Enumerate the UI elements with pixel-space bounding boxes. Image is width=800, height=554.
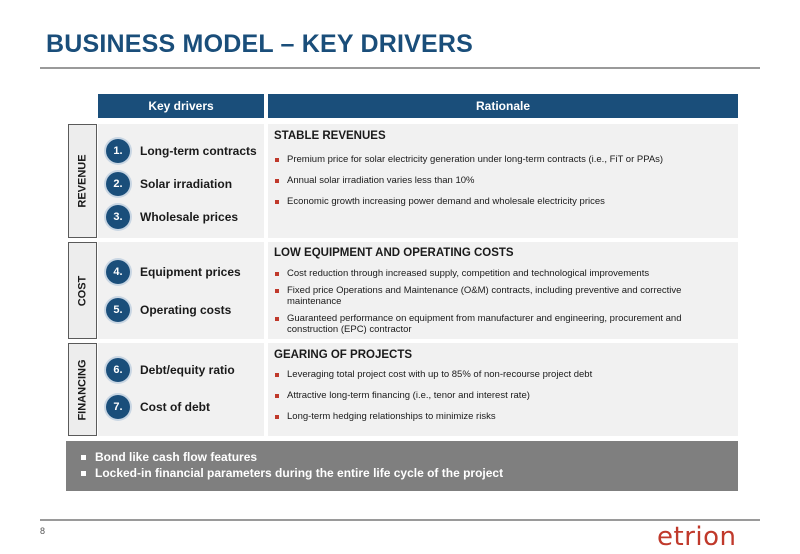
driver-label: Wholesale prices: [140, 210, 239, 224]
list-item: Attractive long-term financing (i.e., tenor and interest rate): [274, 390, 729, 401]
rationale-heading: GEARING OF PROJECTS: [274, 349, 413, 361]
summary-box: [66, 441, 738, 491]
driver-number: 2.: [106, 172, 130, 196]
rationale-heading: LOW EQUIPMENT AND OPERATING COSTS: [274, 247, 514, 259]
list-item: Premium price for solar electricity generation under long-term contracts (i.e., FiT or PPAs): [274, 154, 729, 165]
header-key-drivers: Key drivers: [98, 94, 264, 118]
list-item: Fixed price Operations and Maintenance (O&M) contracts, including preventive and corrective maintenance: [274, 285, 729, 307]
etrion-logo: etrion: [657, 522, 737, 552]
list-item: Leveraging total project cost with up to 85% of non-recourse project debt: [274, 369, 729, 380]
driver-label: Equipment prices: [140, 265, 241, 279]
driver-1: [106, 139, 257, 163]
driver-label: Debt/equity ratio: [140, 363, 235, 377]
list-item: Long-term hedging relationships to minimize risks: [274, 411, 729, 422]
driver-number: 6.: [106, 358, 130, 382]
rationale-bullets: [274, 268, 729, 335]
rationale-bullets: [274, 154, 729, 217]
driver-number: 7.: [106, 395, 130, 419]
rationale-heading: STABLE REVENUES: [274, 130, 386, 142]
driver-number: 3.: [106, 205, 130, 229]
header-rationale: Rationale: [268, 94, 738, 118]
driver-7: [106, 395, 210, 419]
side-label-cost: [68, 242, 97, 339]
driver-number: 4.: [106, 260, 130, 284]
driver-label: Long-term contracts: [140, 144, 257, 158]
driver-label: Solar irradiation: [140, 177, 233, 191]
side-label-financing: [68, 343, 97, 436]
driver-label: Operating costs: [140, 303, 232, 317]
driver-number: 5.: [106, 298, 130, 322]
list-item: Economic growth increasing power demand and wholesale electricity prices: [274, 196, 729, 207]
driver-6: [106, 358, 235, 382]
driver-2: [106, 172, 232, 196]
rationale-bullets: [274, 369, 729, 432]
rationale-panel-financing: [268, 343, 738, 436]
drivers-panel-cost: [98, 242, 264, 339]
rationale-panel-cost: [268, 242, 738, 339]
driver-5: [106, 298, 231, 322]
rationale-panel-revenue: [268, 124, 738, 238]
driver-4: [106, 260, 241, 284]
page-number: 8: [40, 526, 46, 536]
side-label-cost-text: COST: [76, 275, 89, 306]
side-label-revenue: [68, 124, 97, 238]
summary-item: Locked-in financial parameters during the entire life cycle of the project: [80, 465, 738, 481]
list-item: Guaranteed performance on equipment from manufacturer and engineering, procurement and construction (EPC) contractor: [274, 313, 729, 335]
driver-number: 1.: [106, 139, 130, 163]
footer-divider: [40, 519, 760, 521]
page-title: BUSINESS MODEL – KEY DRIVERS: [46, 30, 473, 58]
list-item: Annual solar irradiation varies less than 10%: [274, 175, 729, 186]
summary-item: Bond like cash flow features: [80, 449, 738, 465]
driver-3: [106, 205, 238, 229]
driver-label: Cost of debt: [140, 400, 210, 414]
summary-list: [66, 441, 738, 481]
list-item: Cost reduction through increased supply, competition and technological improvements: [274, 268, 729, 279]
drivers-panel-revenue: [98, 124, 264, 238]
side-label-financing-text: FINANCING: [76, 358, 89, 421]
drivers-panel-financing: [98, 343, 264, 436]
title-divider: [40, 67, 760, 69]
side-label-revenue-text: REVENUE: [76, 154, 89, 208]
